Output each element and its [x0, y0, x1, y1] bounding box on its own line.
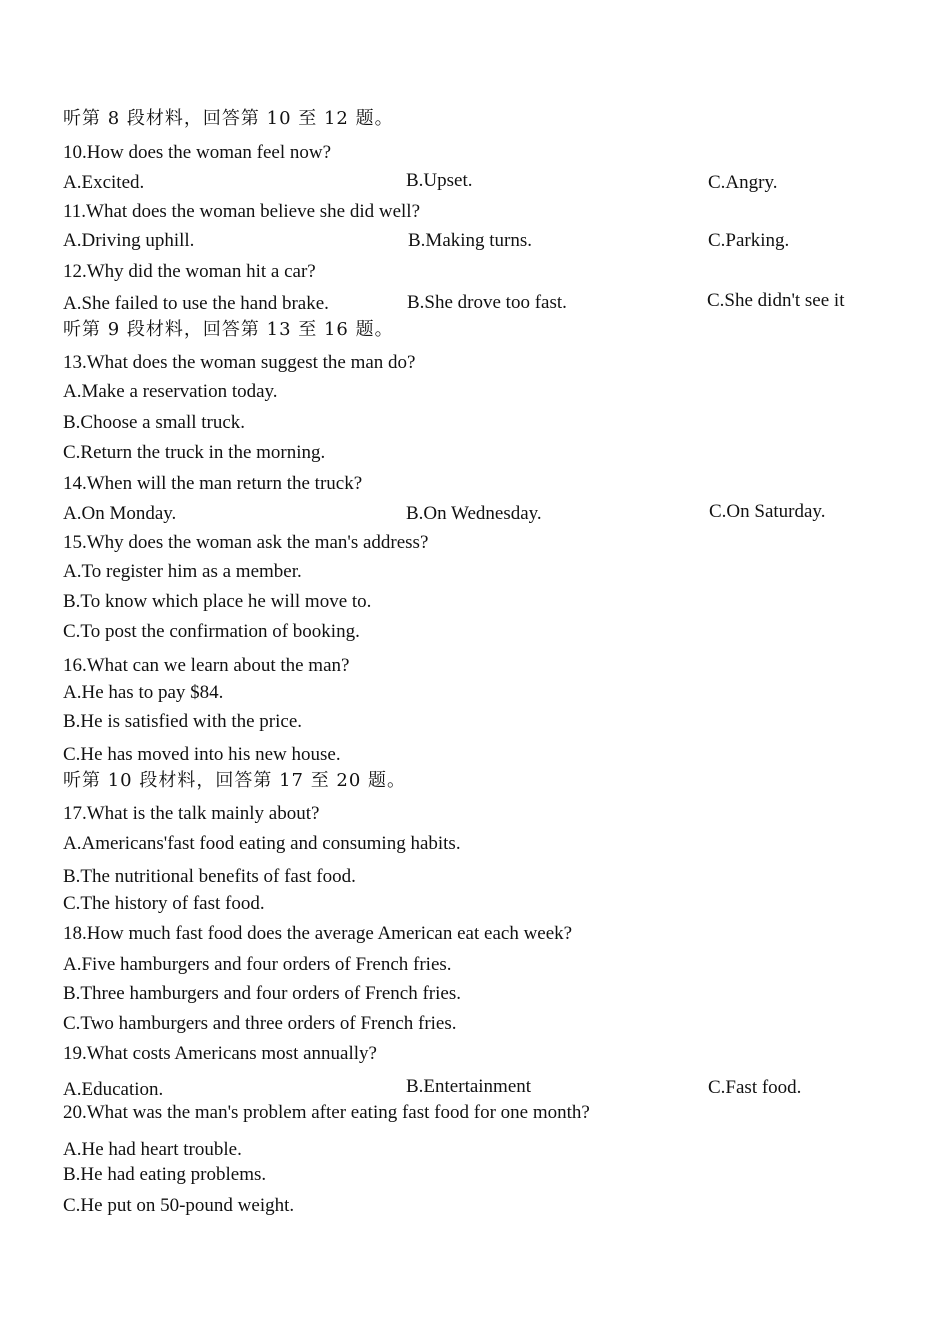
question-19: 19.What costs Americans most annually?: [63, 1043, 377, 1064]
q14-option-a: A.On Monday.: [63, 503, 177, 524]
q10-option-c: C.Angry.: [708, 172, 778, 193]
q16-option-c: C.He has moved into his new house.: [63, 744, 341, 765]
q10-option-b: B.Upset.: [406, 170, 473, 191]
q20-option-b: B.He had eating problems.: [63, 1164, 267, 1185]
question-13: 13.What does the woman suggest the man do?: [63, 352, 416, 373]
q13-option-b: B.Choose a small truck.: [63, 412, 246, 433]
q10-option-a: A.Excited.: [63, 172, 145, 193]
q18-option-a: A.Five hamburgers and four orders of French fries.: [63, 954, 452, 975]
q15-option-a: A.To register him as a member.: [63, 561, 302, 582]
q18-option-c: C.Two hamburgers and three orders of French fries.: [63, 1013, 457, 1034]
q14-option-b: B.On Wednesday.: [406, 503, 542, 524]
section-heading-8: 听第 8 段材料，回答第 10 至 12 题。: [63, 108, 394, 129]
question-14: 14.When will the man return the truck?: [63, 473, 363, 494]
q19-option-a: A.Education.: [63, 1079, 164, 1100]
q18-option-b: B.Three hamburgers and four orders of French fries.: [63, 983, 461, 1004]
q17-option-a: A.Americans'fast food eating and consuming habits.: [63, 833, 461, 854]
q17-option-c: C.The history of fast food.: [63, 893, 265, 914]
q20-option-a: A.He had heart trouble.: [63, 1139, 242, 1160]
question-10: 10.How does the woman feel now?: [63, 142, 332, 163]
q12-option-b: B.She drove too fast.: [407, 292, 567, 313]
q12-option-a: A.She failed to use the hand brake.: [63, 293, 329, 314]
q15-option-c: C.To post the confirmation of booking.: [63, 621, 360, 642]
question-15: 15.Why does the woman ask the man's address?: [63, 532, 429, 553]
question-17: 17.What is the talk mainly about?: [63, 803, 320, 824]
question-16: 16.What can we learn about the man?: [63, 655, 350, 676]
q19-option-c: C.Fast food.: [708, 1077, 802, 1098]
question-11: 11.What does the woman believe she did well?: [63, 201, 421, 222]
q13-option-c: C.Return the truck in the morning.: [63, 442, 326, 463]
q16-option-a: A.He has to pay $84.: [63, 682, 224, 703]
q11-option-b: B.Making turns.: [408, 230, 533, 251]
q11-option-c: C.Parking.: [708, 230, 790, 251]
q16-option-b: B.He is satisfied with the price.: [63, 711, 303, 732]
question-20: 20.What was the man's problem after eating fast food for one month?: [63, 1102, 590, 1123]
q17-option-b: B.The nutritional benefits of fast food.: [63, 866, 356, 887]
q19-option-b: B.Entertainment: [406, 1076, 532, 1097]
section-heading-10: 听第 10 段材料，回答第 17 至 20 题。: [63, 770, 407, 791]
q12-option-c: C.She didn't see it: [707, 290, 845, 311]
q11-option-a: A.Driving uphill.: [63, 230, 195, 251]
q13-option-a: A.Make a reservation today.: [63, 381, 278, 402]
q20-option-c: C.He put on 50-pound weight.: [63, 1195, 295, 1216]
section-heading-9: 听第 9 段材料，回答第 13 至 16 题。: [63, 319, 394, 340]
q14-option-c: C.On Saturday.: [709, 501, 826, 522]
question-12: 12.Why did the woman hit a car?: [63, 261, 316, 282]
question-18: 18.How much fast food does the average American eat each week?: [63, 923, 573, 944]
q15-option-b: B.To know which place he will move to.: [63, 591, 372, 612]
